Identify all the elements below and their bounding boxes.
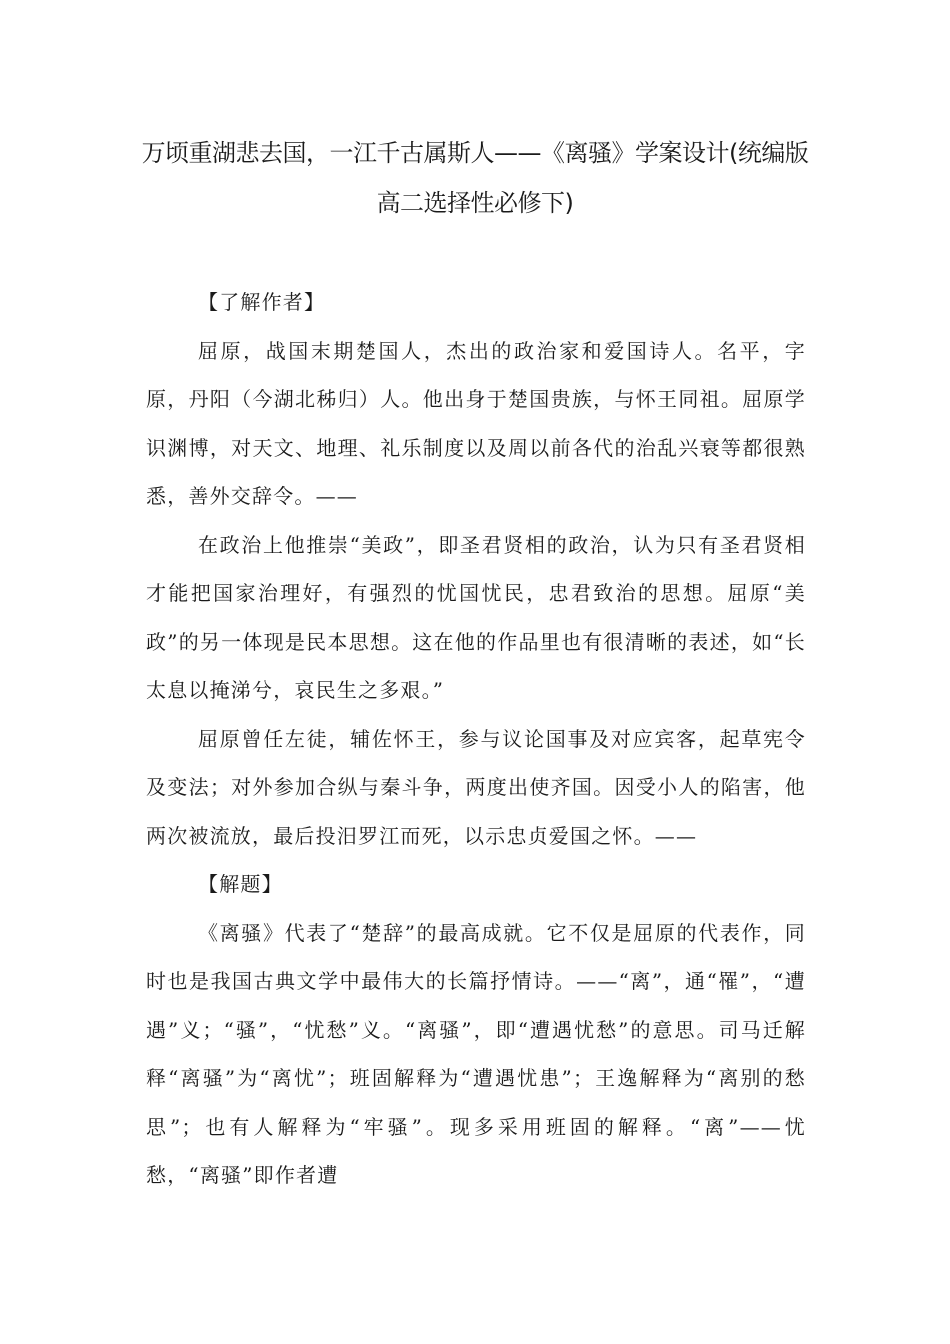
document-title: 万顷重湖悲去国，一江千古属斯人——《离骚》学案设计(统编版高二选择性必修下) (141, 139, 809, 217)
section-heading-author: 【了解作者】 (198, 290, 326, 314)
section-heading-title-explanation: 【解题】 (198, 872, 283, 896)
document-body (146, 278, 806, 1200)
paragraph-author-intro: 屈原，战国末期楚国人，杰出的政治家和爱国诗人。名平，字原，丹阳（今湖北秭归）人。他出身于楚国贵族，与怀王同祖。屈原学识渊博，对天文、地理、礼乐制度以及周以前各代的治乱兴衰等都很熟悉，善外交辞令。—— (146, 338, 806, 508)
paragraph-author-politics: 在政治上他推崇“美政”，即圣君贤相的政治，认为只有圣君贤相才能把国家治理好，有强烈的忧国忧民，忠君致治的思想。屈原“美政”的另一体现是民本思想。这在他的作品里也有很清晰的表述，如“长太息以掩涕兮，哀民生之多艰。” (146, 532, 806, 702)
paragraph-author-career: 屈原曾任左徒，辅佐怀王，参与议论国事及对应宾客，起草宪令及变法；对外参加合纵与秦斗争，两度出使齐国。因受小人的陷害，他两次被流放，最后投汨罗江而死，以示忠贞爱国之怀。—— (146, 726, 806, 848)
paragraph-title-explanation: 《离骚》代表了“楚辞”的最高成就。它不仅是屈原的代表作，同时也是我国古典文学中最伟大的长篇抒情诗。——“离”，通“罹”，“遭遇”义；“骚”，“忧愁”义。“离骚”，即“遭遇忧愁”的意思。司马迁解释“离骚”为“离忧”；班固解释为“遭遇忧患”；王逸解释为“离别的愁思”；也有人解释为“牢骚”。现多采用班固的解释。“离”——忧愁，“离骚”即作者遭 (146, 920, 806, 1187)
